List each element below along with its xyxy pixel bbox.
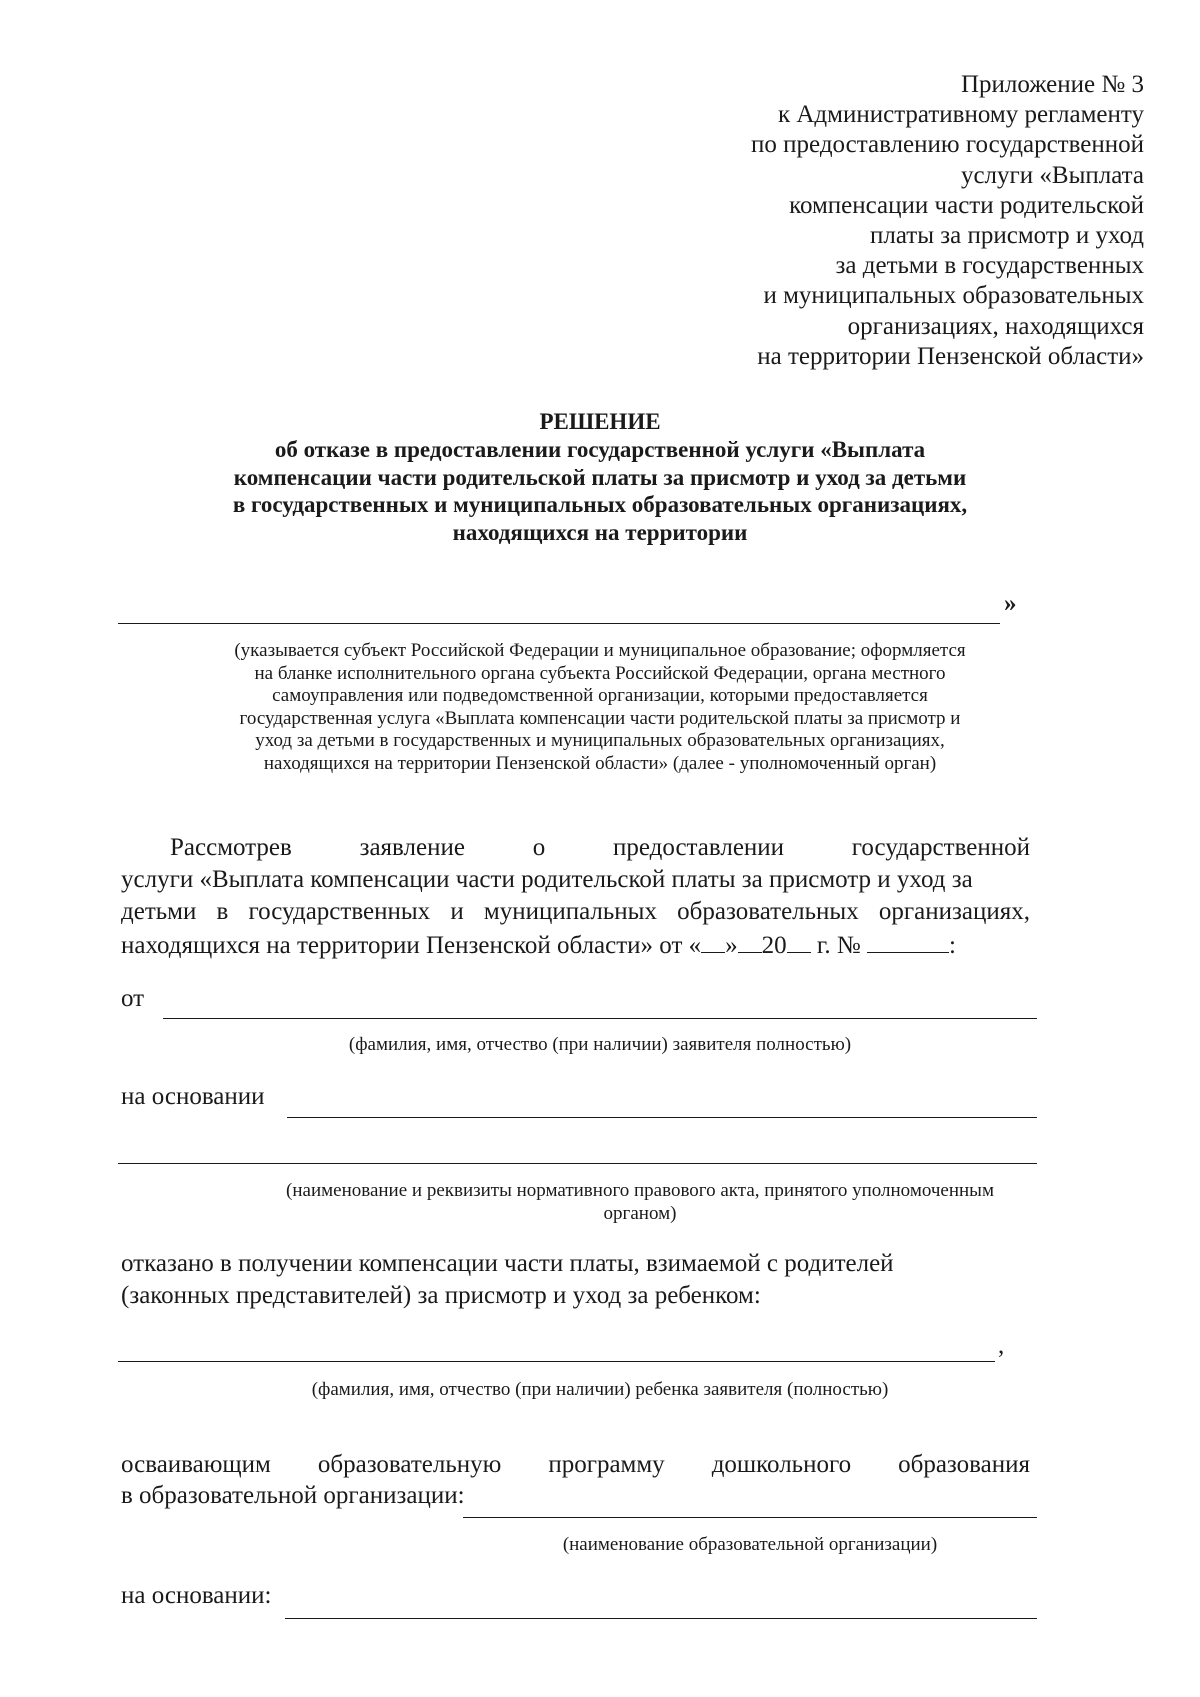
basis-note-line: органом) <box>603 1202 677 1224</box>
appendix-line: Приложение № 3 <box>960 71 1144 98</box>
title-heading: РЕШЕНИЕ <box>539 409 661 434</box>
text-segment: » <box>725 932 738 959</box>
from-label: от <box>121 985 145 1012</box>
word: образовательную <box>317 1451 502 1478</box>
basis-note-line: (наименование и реквизиты нормативного правового акта, принятого уполномоченным <box>286 1180 994 1201</box>
appendix-line: компенсации части родительской <box>789 191 1144 219</box>
title-line: компенсации части родительской платы за присмотр и уход за детьми <box>233 464 967 490</box>
program-line2: в образовательной организации: <box>121 1482 465 1509</box>
basis2-line[interactable] <box>285 1618 1037 1619</box>
text-segment: 20 <box>761 932 787 959</box>
title-closing-quote: » <box>1004 590 1017 617</box>
title-line: находящихся на территории <box>452 520 748 546</box>
appendix-line: организациях, находящихся <box>847 312 1144 340</box>
basis-line-1[interactable] <box>287 1117 1037 1118</box>
organization-note: (наименование образовательной организации) <box>562 1534 938 1555</box>
word: в <box>216 898 229 925</box>
word: и <box>450 898 464 925</box>
refusal-line2: (законных представителей) за присмотр и уход за ребенком: <box>121 1282 761 1309</box>
issuer-note-line: государственная услуга «Выплата компенсации части родительской платы за присмотр и <box>239 707 961 729</box>
paragraph1-line4 <box>121 930 956 960</box>
territory-blank-line[interactable] <box>118 623 1000 624</box>
text-segment: : <box>948 932 956 959</box>
basis-label: на основании <box>121 1083 265 1110</box>
word: государственных <box>248 898 431 925</box>
title-line: в государственных и муниципальных образовательных организациях, <box>232 492 968 518</box>
title-line: об отказе в предоставлении государственной услуги «Выплата <box>274 436 926 462</box>
word: предоставлении <box>612 834 785 861</box>
document-title <box>110 408 1090 547</box>
basis2-label: на основании: <box>121 1582 272 1609</box>
word: образовательных <box>677 898 859 925</box>
basis-note <box>140 1180 1140 1225</box>
word: государственной <box>851 834 1030 861</box>
word: Рассмотрев <box>170 834 292 861</box>
word: муниципальных <box>483 898 657 925</box>
child-name-note: (фамилия, имя, отчество (при наличии) ребенка заявителя (полностью) <box>311 1379 889 1400</box>
appendix-header <box>444 70 1144 372</box>
child-name-line[interactable] <box>118 1361 995 1362</box>
issuer-note-line: самоуправления или подведомственной организации, которыми предоставляется <box>272 685 928 706</box>
applicant-name-line[interactable] <box>163 1018 1037 1019</box>
word: образования <box>898 1451 1030 1478</box>
paragraph1-line3 <box>121 898 1030 926</box>
issuer-note-line: (указывается субъект Российской Федерации и муниципальное образование; оформляется <box>234 640 966 661</box>
issuer-note-line: уход за детьми в государственных и муниципальных образовательных организациях, <box>255 730 945 751</box>
word: детьми <box>121 898 197 925</box>
appendix-line: услуги «Выплата <box>960 161 1144 189</box>
paragraph1-line2: услуги «Выплата компенсации части родительской платы за присмотр и уход за <box>121 866 973 893</box>
issuer-note <box>110 640 1090 775</box>
basis-line-2[interactable] <box>118 1163 1037 1164</box>
number-blank[interactable] <box>867 930 949 953</box>
appendix-line: по предоставлению государственной <box>751 131 1144 159</box>
appendix-line: за детьми в государственных <box>835 252 1144 280</box>
child-line-comma: , <box>998 1332 1005 1359</box>
text-segment: г. № <box>810 932 867 959</box>
word: заявление <box>359 834 465 861</box>
paragraph1-line1 <box>170 834 1030 862</box>
organization-name-line[interactable] <box>463 1517 1037 1518</box>
program-line1 <box>121 1451 1030 1479</box>
appendix-line: платы за присмотр и уход <box>870 222 1144 250</box>
day-blank[interactable] <box>701 930 725 953</box>
appendix-line: к Административному регламенту <box>777 101 1144 129</box>
refusal-line1: отказано в получении компенсации части платы, взимаемой с родителей <box>121 1250 894 1277</box>
appendix-line: и муниципальных образовательных <box>763 282 1144 310</box>
text-segment: находящихся на территории Пензенской области» от « <box>121 932 702 959</box>
word: осваивающим <box>121 1451 271 1478</box>
word: организациях, <box>878 898 1030 925</box>
month-blank[interactable] <box>738 930 762 953</box>
issuer-note-line: находящихся на территории Пензенской области» (далее - уполномоченный орган) <box>263 752 937 774</box>
word: дошкольного <box>711 1451 852 1478</box>
word: о <box>532 834 546 861</box>
year-blank[interactable] <box>787 930 811 953</box>
appendix-line: на территории Пензенской области» <box>757 342 1144 370</box>
issuer-note-line: на бланке исполнительного органа субъекта Российской Федерации, органа местного <box>254 662 946 684</box>
word: программу <box>548 1451 665 1478</box>
applicant-name-note: (фамилия, имя, отчество (при наличии) заявителя полностью) <box>348 1034 852 1055</box>
